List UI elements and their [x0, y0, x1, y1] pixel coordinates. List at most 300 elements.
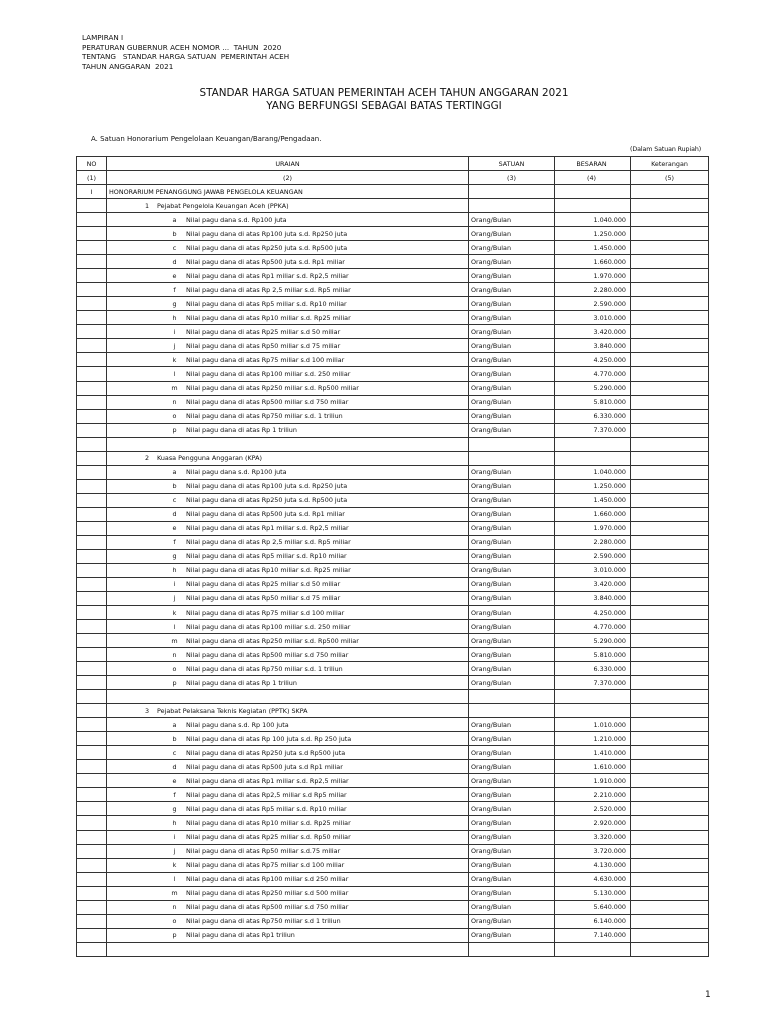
besaran-cell: 1.660.000: [555, 255, 631, 269]
item-description: Nilai pagu dana di atas Rp250 juta s.d. Rp500 juta: [186, 496, 348, 505]
table-row: [77, 549, 709, 563]
table-row: [77, 634, 709, 648]
item-description: Nilai pagu dana di atas Rp5 miliar s.d. Rp10 miliar: [186, 552, 347, 561]
uraian-cell: [107, 914, 469, 928]
besaran-cell: 4.250.000: [555, 606, 631, 620]
row-no-cell: [77, 535, 107, 549]
uraian-cell: [107, 676, 469, 690]
satuan-cell: Orang/Bulan: [469, 535, 555, 549]
row-no-cell: [77, 648, 107, 662]
keterangan-cell: [631, 788, 709, 802]
satuan-cell: Orang/Bulan: [469, 746, 555, 760]
row-no-cell: [77, 746, 107, 760]
row-no-cell: [77, 227, 107, 241]
row-no-cell: [77, 662, 107, 676]
item-letter: p: [172, 931, 177, 940]
row-no-cell: [77, 507, 107, 521]
keterangan-cell: [631, 297, 709, 311]
besaran-cell: 1.660.000: [555, 507, 631, 521]
keterangan-cell: [631, 255, 709, 269]
row-no-cell: [77, 325, 107, 339]
keterangan-cell: [631, 606, 709, 620]
uraian-cell: [107, 774, 469, 788]
group-number: 2: [145, 454, 150, 463]
besaran-cell: 1.010.000: [555, 718, 631, 732]
table-row: [77, 381, 709, 395]
uraian-cell: [107, 521, 469, 535]
keterangan-cell: [631, 423, 709, 437]
item-description: Nilai pagu dana di atas Rp250 miliar s.d. Rp500 miliar: [186, 636, 359, 645]
uraian-cell: [107, 213, 469, 227]
item-letter: f: [173, 538, 176, 547]
item-letter: a: [172, 468, 177, 477]
uraian-cell: [107, 634, 469, 648]
row-no-cell: [77, 297, 107, 311]
table-row: [77, 311, 709, 325]
keterangan-cell: [631, 479, 709, 493]
satuan-cell: Orang/Bulan: [469, 409, 555, 423]
table-row: [77, 858, 709, 872]
table-row: [77, 409, 709, 423]
item-letter: p: [172, 678, 177, 687]
besaran-cell: 1.210.000: [555, 732, 631, 746]
keterangan-cell: [631, 269, 709, 283]
row-no-cell: [77, 423, 107, 437]
table-row: [77, 507, 709, 521]
keterangan-cell: [631, 367, 709, 381]
group-title: Pejabat Pengelola Keuangan Aceh (PPKA): [157, 201, 289, 210]
item-letter: f: [173, 790, 176, 799]
table-row: [77, 606, 709, 620]
item-letter: i: [173, 580, 176, 589]
row-no-cell: [77, 900, 107, 914]
table-row: [77, 746, 709, 760]
item-description: Nilai pagu dana di atas Rp1 triliun: [186, 931, 295, 940]
uraian-cell: [107, 746, 469, 760]
satuan-cell: Orang/Bulan: [469, 465, 555, 479]
table-row: [77, 872, 709, 886]
item-description: Nilai pagu dana di atas Rp750 miliar s.d. 1 triliun: [186, 412, 343, 421]
uraian-cell: [107, 563, 469, 577]
uraian-cell: [107, 395, 469, 409]
satuan-cell: Orang/Bulan: [469, 872, 555, 886]
uraian-cell: [107, 423, 469, 437]
keterangan-cell: [631, 507, 709, 521]
keterangan-cell: [631, 227, 709, 241]
row-no-cell: [77, 606, 107, 620]
header-satuan: SATUAN: [469, 157, 555, 171]
uraian-cell: [107, 311, 469, 325]
item-description: Nilai pagu dana di atas Rp1 miliar s.d. Rp2,5 miliar: [186, 524, 349, 533]
unit-note: (Dalam Satuan Rupiah): [630, 146, 702, 153]
group-row: [77, 199, 709, 213]
besaran-cell: 3.420.000: [555, 577, 631, 591]
column-number-row: [77, 171, 709, 185]
besaran-cell: 7.370.000: [555, 676, 631, 690]
item-letter: n: [172, 903, 177, 912]
document-title: STANDAR HARGA SATUAN PEMERINTAH ACEH TAHUN ANGGARAN 2021: [199, 87, 569, 99]
satuan-cell: Orang/Bulan: [469, 353, 555, 367]
item-letter: c: [172, 748, 177, 757]
section-a-heading: A. Satuan Honorarium Pengelolaan Keuangan/Barang/Pengadaan.: [91, 135, 322, 143]
item-letter: m: [171, 384, 178, 393]
item-description: Nilai pagu dana s.d. Rp100 juta: [186, 215, 287, 224]
uraian-cell: [107, 549, 469, 563]
besaran-cell: 3.420.000: [555, 325, 631, 339]
keterangan-cell: [631, 774, 709, 788]
satuan-cell: Orang/Bulan: [469, 507, 555, 521]
group-number: 1: [145, 201, 150, 210]
besaran-cell: 2.210.000: [555, 788, 631, 802]
keterangan-cell: [631, 353, 709, 367]
besaran-cell: 1.250.000: [555, 227, 631, 241]
uraian-cell: [107, 353, 469, 367]
besaran-cell: 1.450.000: [555, 493, 631, 507]
uraian-cell: [107, 297, 469, 311]
item-letter: j: [173, 341, 176, 350]
uraian-cell: [107, 928, 469, 942]
section-row: [77, 185, 709, 199]
besaran-cell: 1.910.000: [555, 774, 631, 788]
table-row: [77, 213, 709, 227]
uraian-cell: [107, 872, 469, 886]
satuan-cell: Orang/Bulan: [469, 381, 555, 395]
item-letter: d: [172, 762, 177, 771]
item-letter: k: [172, 861, 177, 870]
table-row: [77, 339, 709, 353]
item-letter: l: [173, 369, 176, 378]
item-description: Nilai pagu dana di atas Rp50 miliar s.d 75 miliar: [186, 594, 341, 603]
row-no-cell: [77, 718, 107, 732]
header-uraian: URAIAN: [107, 157, 469, 171]
besaran-cell: 1.970.000: [555, 521, 631, 535]
row-no-cell: [77, 844, 107, 858]
lampiran-header: [82, 33, 289, 71]
item-letter: p: [172, 426, 177, 435]
satuan-cell: Orang/Bulan: [469, 339, 555, 353]
table-row: [77, 816, 709, 830]
besaran-cell: 1.970.000: [555, 269, 631, 283]
keterangan-cell: [631, 563, 709, 577]
row-no-cell: [77, 577, 107, 591]
keterangan-cell: [631, 339, 709, 353]
item-letter: l: [173, 622, 176, 631]
keterangan-cell: [631, 914, 709, 928]
item-description: Nilai pagu dana di atas Rp100 juta s.d. Rp250 juta: [186, 482, 348, 491]
keterangan-cell: [631, 465, 709, 479]
uraian-cell: [107, 606, 469, 620]
uraian-cell: [107, 620, 469, 634]
item-letter: b: [172, 482, 177, 491]
item-description: Nilai pagu dana s.d. Rp 100 juta: [186, 720, 289, 729]
satuan-cell: Orang/Bulan: [469, 493, 555, 507]
item-description: Nilai pagu dana di atas Rp750 miliar s.d 1 triliun: [186, 917, 341, 926]
besaran-cell: 6.330.000: [555, 662, 631, 676]
uraian-cell: [107, 339, 469, 353]
besaran-cell: 1.410.000: [555, 746, 631, 760]
row-no-cell: [77, 353, 107, 367]
item-description: Nilai pagu dana di atas Rp25 miliar s.d 50 miliar: [186, 580, 341, 589]
row-no-cell: [77, 269, 107, 283]
besaran-cell: 3.010.000: [555, 311, 631, 325]
section-label: HONORARIUM PENANGGUNG JAWAB PENGELOLA KEUANGAN: [107, 185, 469, 199]
item-description: Nilai pagu dana di atas Rp75 miliar s.d 100 miliar: [186, 608, 345, 617]
row-no-cell: [77, 886, 107, 900]
satuan-cell: Orang/Bulan: [469, 676, 555, 690]
item-letter: c: [172, 243, 177, 252]
item-letter: h: [172, 566, 177, 575]
blank-row: [77, 437, 709, 451]
uraian-cell: [107, 844, 469, 858]
row-no-cell: [77, 914, 107, 928]
row-no-cell: [77, 311, 107, 325]
group-title: Kuasa Pengguna Anggaran (KPA): [157, 454, 262, 463]
keterangan-cell: [631, 395, 709, 409]
group-no-cell: [77, 704, 107, 718]
uraian-cell: [107, 479, 469, 493]
group-title-cell: [107, 199, 469, 213]
item-description: Nilai pagu dana di atas Rp10 miliar s.d. Rp25 miliar: [186, 818, 351, 827]
row-no-cell: [77, 213, 107, 227]
table-row: [77, 788, 709, 802]
uraian-cell: [107, 591, 469, 605]
besaran-cell: 6.140.000: [555, 914, 631, 928]
satuan-cell: Orang/Bulan: [469, 844, 555, 858]
table-row: [77, 255, 709, 269]
item-letter: a: [172, 720, 177, 729]
besaran-cell: 3.840.000: [555, 591, 631, 605]
satuan-cell: Orang/Bulan: [469, 241, 555, 255]
satuan-cell: Orang/Bulan: [469, 732, 555, 746]
keterangan-cell: [631, 802, 709, 816]
group-no-cell: [77, 451, 107, 465]
row-no-cell: [77, 479, 107, 493]
satuan-cell: Orang/Bulan: [469, 395, 555, 409]
besaran-cell: 4.250.000: [555, 353, 631, 367]
item-letter: l: [173, 875, 176, 884]
satuan-cell: Orang/Bulan: [469, 311, 555, 325]
item-description: Nilai pagu dana di atas Rp50 miliar s.d.75 miliar: [186, 847, 341, 856]
besaran-cell: 3.720.000: [555, 844, 631, 858]
keterangan-cell: [631, 858, 709, 872]
table-row: [77, 900, 709, 914]
uraian-cell: [107, 648, 469, 662]
table-row: [77, 269, 709, 283]
item-letter: k: [172, 355, 177, 364]
item-description: Nilai pagu dana di atas Rp 2,5 miliar s.d. Rp5 miliar: [186, 538, 351, 547]
uraian-cell: [107, 241, 469, 255]
besaran-cell: 1.040.000: [555, 213, 631, 227]
col-number: (2): [107, 171, 469, 185]
satuan-cell: Orang/Bulan: [469, 521, 555, 535]
satuan-cell: Orang/Bulan: [469, 662, 555, 676]
item-description: Nilai pagu dana di atas Rp75 miliar s.d 100 miliar: [186, 861, 345, 870]
satuan-cell: Orang/Bulan: [469, 802, 555, 816]
item-description: Nilai pagu dana di atas Rp 1 triliun: [186, 426, 297, 435]
besaran-cell: 5.640.000: [555, 900, 631, 914]
besaran-cell: 5.810.000: [555, 648, 631, 662]
satuan-cell: Orang/Bulan: [469, 283, 555, 297]
keterangan-cell: [631, 577, 709, 591]
uraian-cell: [107, 830, 469, 844]
item-description: Nilai pagu dana di atas Rp100 juta s.d. Rp250 juta: [186, 229, 348, 238]
item-description: Nilai pagu dana di atas Rp 2,5 miliar s.d. Rp5 miliar: [186, 285, 351, 294]
item-description: Nilai pagu dana di atas Rp500 juta s.d. Rp1 miliar: [186, 510, 345, 519]
group-title-cell: [107, 451, 469, 465]
tariff-table: [76, 156, 709, 957]
keterangan-cell: [631, 844, 709, 858]
uraian-cell: [107, 465, 469, 479]
satuan-cell: Orang/Bulan: [469, 367, 555, 381]
besaran-cell: 2.590.000: [555, 549, 631, 563]
keterangan-cell: [631, 718, 709, 732]
row-no-cell: [77, 339, 107, 353]
item-description: Nilai pagu dana di atas Rp5 miliar s.d. Rp10 miliar: [186, 299, 347, 308]
keterangan-cell: [631, 928, 709, 942]
satuan-cell: Orang/Bulan: [469, 886, 555, 900]
item-description: Nilai pagu dana di atas Rp500 miliar s.d 750 miliar: [186, 398, 349, 407]
item-letter: d: [172, 510, 177, 519]
satuan-cell: Orang/Bulan: [469, 914, 555, 928]
uraian-cell: [107, 858, 469, 872]
item-letter: j: [173, 594, 176, 603]
row-no-cell: [77, 409, 107, 423]
table-row: [77, 395, 709, 409]
item-description: Nilai pagu dana di atas Rp250 miliar s.d 500 miliar: [186, 889, 349, 898]
keterangan-cell: [631, 283, 709, 297]
item-description: Nilai pagu dana di atas Rp100 miliar s.d 250 miliar: [186, 875, 349, 884]
keterangan-cell: [631, 591, 709, 605]
item-letter: a: [172, 215, 177, 224]
besaran-cell: 1.250.000: [555, 479, 631, 493]
item-description: Nilai pagu dana di atas Rp500 miliar s.d 750 miliar: [186, 903, 349, 912]
item-description: Nilai pagu dana di atas Rp50 miliar s.d 75 miliar: [186, 341, 341, 350]
item-letter: o: [172, 917, 177, 926]
uraian-cell: [107, 269, 469, 283]
row-no-cell: [77, 774, 107, 788]
item-letter: e: [172, 271, 177, 280]
table-row: [77, 563, 709, 577]
item-description: Nilai pagu dana di atas Rp25 miliar s.d. Rp50 miliar: [186, 833, 351, 842]
uraian-cell: [107, 886, 469, 900]
besaran-cell: 3.010.000: [555, 563, 631, 577]
satuan-cell: Orang/Bulan: [469, 549, 555, 563]
satuan-cell: Orang/Bulan: [469, 760, 555, 774]
uraian-cell: [107, 732, 469, 746]
group-row: [77, 704, 709, 718]
table-row: [77, 844, 709, 858]
satuan-cell: Orang/Bulan: [469, 774, 555, 788]
row-no-cell: [77, 802, 107, 816]
satuan-cell: Orang/Bulan: [469, 928, 555, 942]
item-description: Nilai pagu dana di atas Rp1 miliar s.d. Rp2,5 miliar: [186, 776, 349, 785]
keterangan-cell: [631, 409, 709, 423]
item-description: Nilai pagu dana di atas Rp250 miliar s.d. Rp500 miliar: [186, 384, 359, 393]
item-description: Nilai pagu dana di atas Rp500 juta s.d. Rp1 miliar: [186, 257, 345, 266]
item-description: Nilai pagu dana di atas Rp100 miliar s.d. 250 miliar: [186, 622, 351, 631]
keterangan-cell: [631, 900, 709, 914]
item-letter: j: [173, 847, 176, 856]
item-description: Nilai pagu dana di atas Rp 100 juta s.d. Rp 250 juta: [186, 734, 352, 743]
item-description: Nilai pagu dana di atas Rp75 miliar s.d 100 miliar: [186, 355, 345, 364]
besaran-cell: 3.320.000: [555, 830, 631, 844]
item-letter: n: [172, 398, 177, 407]
row-no-cell: [77, 493, 107, 507]
table-row: [77, 662, 709, 676]
keterangan-cell: [631, 521, 709, 535]
besaran-cell: 6.330.000: [555, 409, 631, 423]
item-letter: m: [171, 636, 178, 645]
item-description: Nilai pagu dana s.d. Rp100 juta: [186, 468, 287, 477]
keterangan-cell: [631, 662, 709, 676]
satuan-cell: Orang/Bulan: [469, 227, 555, 241]
besaran-cell: 2.280.000: [555, 283, 631, 297]
table-row: [77, 521, 709, 535]
besaran-cell: 5.810.000: [555, 395, 631, 409]
table-row: [77, 802, 709, 816]
group-title: Pejabat Pelaksana Teknis Kegiatan (PPTK) SKPA: [157, 706, 308, 715]
row-no-cell: [77, 591, 107, 605]
besaran-cell: 2.280.000: [555, 535, 631, 549]
item-description: Nilai pagu dana di atas Rp100 miliar s.d. 250 miliar: [186, 369, 351, 378]
section-no: I: [77, 185, 107, 199]
lampiran-line: PERATURAN GUBERNUR ACEH NOMOR ... TAHUN 2020: [82, 42, 282, 52]
table-row: [77, 620, 709, 634]
col-number: (3): [469, 171, 555, 185]
uraian-cell: [107, 760, 469, 774]
besaran-cell: 5.290.000: [555, 381, 631, 395]
table-row: [77, 591, 709, 605]
row-no-cell: [77, 858, 107, 872]
lampiran-line: TAHUN ANGGARAN 2021: [82, 61, 174, 71]
row-no-cell: [77, 620, 107, 634]
group-no-cell: [77, 199, 107, 213]
uraian-cell: [107, 577, 469, 591]
keterangan-cell: [631, 886, 709, 900]
uraian-cell: [107, 718, 469, 732]
satuan-cell: Orang/Bulan: [469, 718, 555, 732]
item-letter: o: [172, 412, 177, 421]
row-no-cell: [77, 563, 107, 577]
besaran-cell: 5.290.000: [555, 634, 631, 648]
uraian-cell: [107, 381, 469, 395]
blank-row: [77, 942, 709, 956]
keterangan-cell: [631, 620, 709, 634]
besaran-cell: 7.140.000: [555, 928, 631, 942]
item-letter: i: [173, 833, 176, 842]
table-row: [77, 648, 709, 662]
lampiran-line: TENTANG STANDAR HARGA SATUAN PEMERINTAH ACEH: [82, 52, 290, 62]
keterangan-cell: [631, 311, 709, 325]
besaran-cell: 3.840.000: [555, 339, 631, 353]
item-description: Nilai pagu dana di atas Rp500 juta s.d Rp1 miliar: [186, 762, 343, 771]
table-row: [77, 493, 709, 507]
satuan-cell: Orang/Bulan: [469, 577, 555, 591]
satuan-cell: Orang/Bulan: [469, 620, 555, 634]
keterangan-cell: [631, 549, 709, 563]
keterangan-cell: [631, 872, 709, 886]
uraian-cell: [107, 535, 469, 549]
row-no-cell: [77, 788, 107, 802]
satuan-cell: Orang/Bulan: [469, 423, 555, 437]
item-description: Nilai pagu dana di atas Rp10 miliar s.d. Rp25 miliar: [186, 566, 351, 575]
uraian-cell: [107, 662, 469, 676]
table-row: [77, 283, 709, 297]
table-header-row: [77, 157, 709, 171]
uraian-cell: [107, 816, 469, 830]
satuan-cell: Orang/Bulan: [469, 213, 555, 227]
item-description: Nilai pagu dana di atas Rp500 miliar s.d 750 miliar: [186, 650, 349, 659]
